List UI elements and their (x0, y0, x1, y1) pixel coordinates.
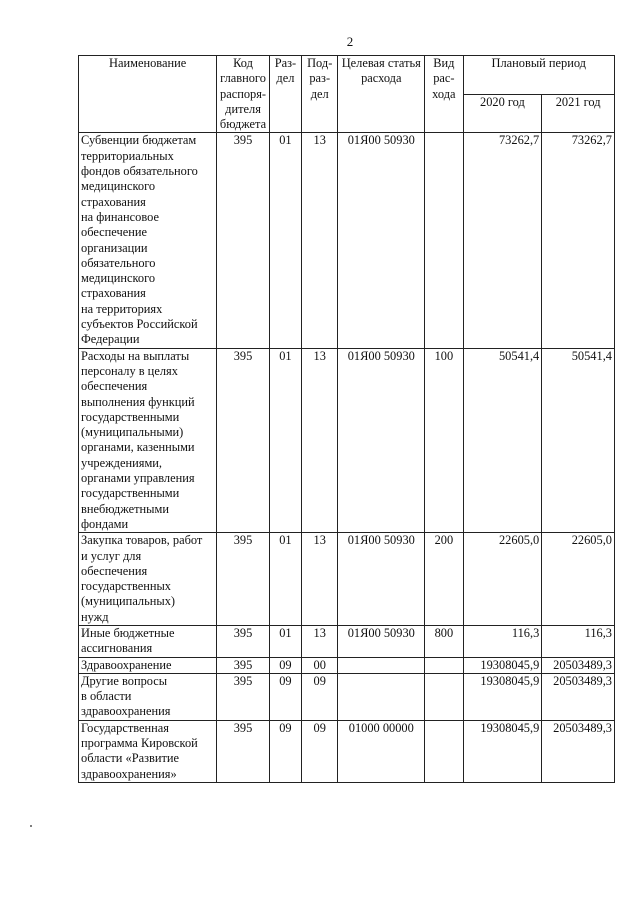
row-expense-type (425, 657, 463, 673)
row-amount-2021: 50541,4 (542, 348, 615, 533)
row-name: Расходы на выплаты персоналу в целях обеспечения выполнения функций государственными (муниципальными) органами, казенными учреждениями, органами управления государственными внебюджетными фондами (79, 348, 217, 533)
row-target-item (338, 673, 425, 720)
row-amount-2020: 73262,7 (463, 133, 542, 348)
table-row (79, 348, 615, 533)
row-amount-2021: 73262,7 (542, 133, 615, 348)
scan-speck (30, 825, 32, 827)
row-expense-type (425, 133, 463, 348)
row-subsection: 09 (302, 720, 338, 782)
row-amount-2020: 116,3 (463, 625, 542, 657)
row-target-item: 01Я00 50930 (338, 133, 425, 348)
row-target-item: 01Я00 50930 (338, 348, 425, 533)
row-name: Закупка товаров, работ и услуг для обеспечения государственных (муниципальных) нужд (79, 533, 217, 626)
header-target-item: Целевая статья расхода (338, 56, 425, 133)
row-name: Субвенции бюджетам территориальных фондов обязательного медицинского страхования на финансовое обеспечение организации обязательного медицинского страхования на территориях субъектов Российской Федерации (79, 133, 217, 348)
row-section: 09 (269, 657, 301, 673)
row-name: Иные бюджетные ассигнования (79, 625, 217, 657)
table-row (79, 533, 615, 626)
table-row (79, 657, 615, 673)
row-name: Другие вопросы в области здравоохранения (79, 673, 217, 720)
row-target-item: 01000 00000 (338, 720, 425, 782)
row-expense-type: 100 (425, 348, 463, 533)
row-target-item: 01Я00 50930 (338, 625, 425, 657)
row-code: 395 (217, 657, 269, 673)
row-code: 395 (217, 133, 269, 348)
row-amount-2020: 19308045,9 (463, 657, 542, 673)
table-row (79, 625, 615, 657)
row-amount-2020: 22605,0 (463, 533, 542, 626)
row-amount-2021: 116,3 (542, 625, 615, 657)
row-code: 395 (217, 720, 269, 782)
row-code: 395 (217, 673, 269, 720)
header-name: Наименование (79, 56, 217, 133)
table-header (79, 56, 615, 133)
header-subsection: Под- раз- дел (302, 56, 338, 133)
row-expense-type (425, 720, 463, 782)
row-section: 01 (269, 133, 301, 348)
row-amount-2021: 22605,0 (542, 533, 615, 626)
row-expense-type: 800 (425, 625, 463, 657)
row-target-item (338, 657, 425, 673)
row-expense-type (425, 673, 463, 720)
row-subsection: 13 (302, 625, 338, 657)
header-year-2020: 2020 год (463, 94, 542, 133)
row-subsection: 09 (302, 673, 338, 720)
row-amount-2020: 50541,4 (463, 348, 542, 533)
table-row (79, 133, 615, 348)
row-code: 395 (217, 625, 269, 657)
row-section: 01 (269, 625, 301, 657)
row-section: 09 (269, 673, 301, 720)
row-amount-2020: 19308045,9 (463, 673, 542, 720)
row-code: 395 (217, 533, 269, 626)
table-row (79, 720, 615, 782)
row-section: 01 (269, 348, 301, 533)
row-name: Здравоохранение (79, 657, 217, 673)
page-number: 2 (346, 34, 354, 49)
row-amount-2020: 19308045,9 (463, 720, 542, 782)
row-section: 01 (269, 533, 301, 626)
row-subsection: 13 (302, 133, 338, 348)
row-code: 395 (217, 348, 269, 533)
row-subsection: 00 (302, 657, 338, 673)
header-expense-type: Вид рас- хода (425, 56, 463, 133)
row-amount-2021: 20503489,3 (542, 720, 615, 782)
row-target-item: 01Я00 50930 (338, 533, 425, 626)
table-row (79, 673, 615, 720)
row-amount-2021: 20503489,3 (542, 673, 615, 720)
header-section: Раз- дел (269, 56, 301, 133)
row-name: Государственная программа Кировской области «Развитие здравоохранения» (79, 720, 217, 782)
budget-table (78, 55, 615, 783)
header-code: Код главного распоря- дителя бюджета (217, 56, 269, 133)
header-plan-period: Плановый период (463, 56, 614, 95)
row-expense-type: 200 (425, 533, 463, 626)
row-section: 09 (269, 720, 301, 782)
row-subsection: 13 (302, 533, 338, 626)
header-year-2021: 2021 год (542, 94, 615, 133)
row-amount-2021: 20503489,3 (542, 657, 615, 673)
row-subsection: 13 (302, 348, 338, 533)
